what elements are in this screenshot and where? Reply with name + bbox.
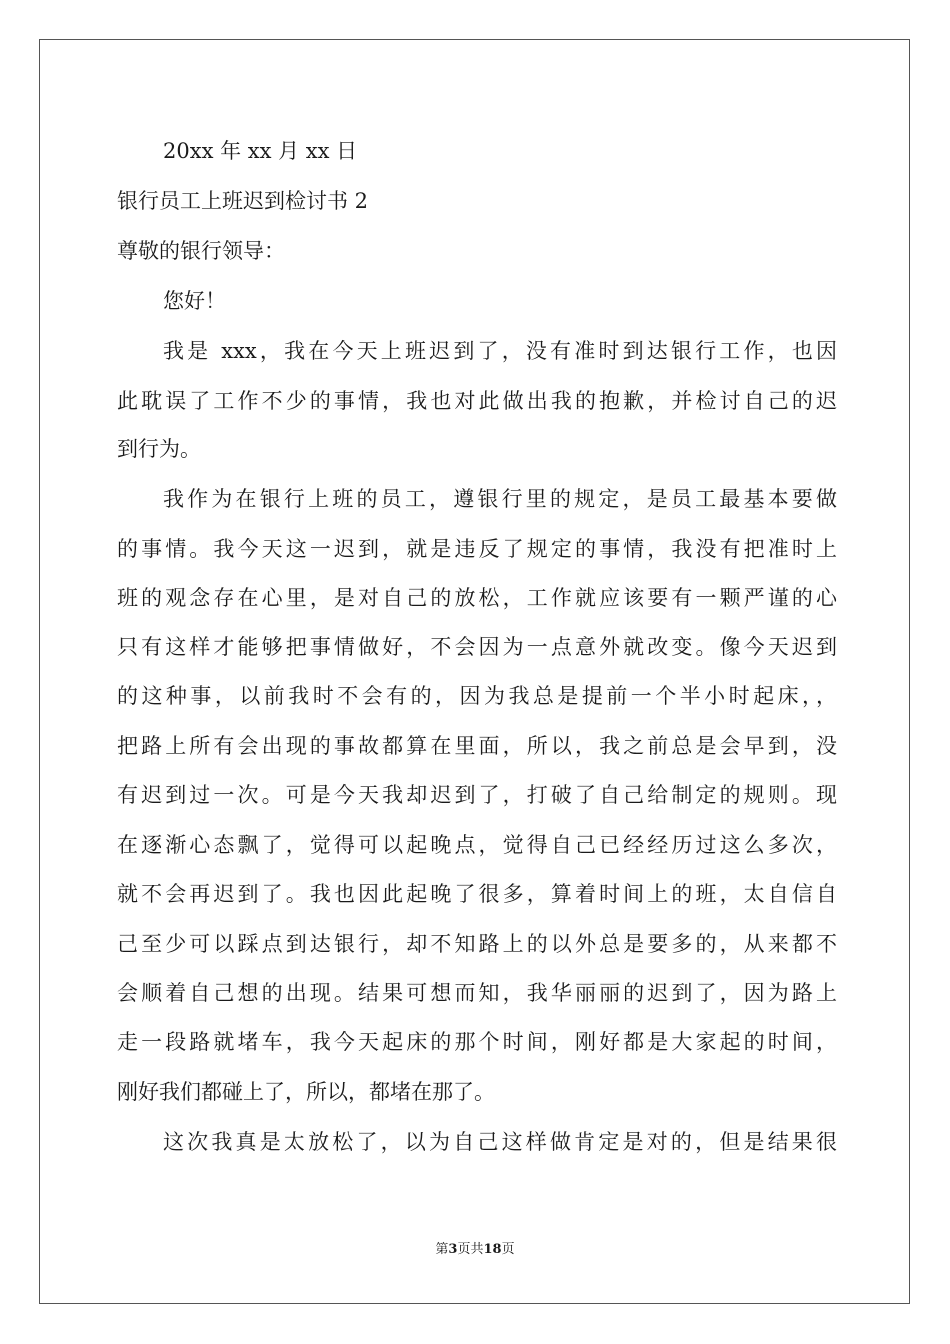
- paragraph1-line: 此耽误了工作不少的事情，我也对此做出我的抱歉，并检讨自己的迟: [117, 389, 837, 413]
- paragraph3-line: 这次我真是太放松了，以为自己这样做肯定是对的，但是结果很: [163, 1130, 837, 1154]
- paragraph2-line: 班的观念存在心里，是对自己的放松，工作就应该要有一颗严谨的心: [117, 586, 837, 610]
- date-line: 20xx 年 xx 月 xx 日: [163, 139, 358, 163]
- paragraph2-line: 的这种事，以前我时不会有的，因为我总是提前一个半小时起床，，: [117, 684, 837, 708]
- paragraph2-line: 就不会再迟到了。我也因此起晚了很多，算着时间上的班，太自信自: [117, 882, 837, 906]
- paragraph2-line: 刚好我们都碰上了，所以，都堵在那了。: [117, 1080, 495, 1104]
- paragraph1-line: 我是 xxx，我在今天上班迟到了，没有准时到达银行工作，也因: [163, 339, 837, 363]
- greeting: 您好！: [163, 289, 226, 313]
- paragraph2-line: 会顺着自己想的出现。结果可想而知，我华丽丽的迟到了，因为路上: [117, 981, 837, 1005]
- paragraph2-line: 的事情。我今天这一迟到，就是违反了规定的事情，我没有把准时上: [117, 537, 837, 561]
- paragraph2-line: 把路上所有会出现的事故都算在里面，所以，我之前总是会早到，没: [117, 734, 837, 758]
- page-border: [39, 39, 910, 1304]
- total-prefix: 共: [470, 1242, 484, 1257]
- paragraph2-line: 有迟到过一次。可是今天我却迟到了，打破了自己给制定的规则。现: [117, 783, 837, 807]
- page-suffix: 页: [457, 1242, 471, 1257]
- paragraph1-line: 到行为。: [117, 437, 201, 461]
- paragraph2-line: 在逐渐心态飘了，觉得可以起晚点，觉得自己已经经历过这么多次，: [117, 833, 837, 857]
- paragraph2-line: 只有这样才能够把事情做好，不会因为一点意外就改变。像今天迟到: [117, 635, 837, 659]
- document-title: 银行员工上班迟到检讨书 2: [117, 189, 369, 213]
- salutation: 尊敬的银行领导：: [117, 239, 285, 263]
- page-number: 3: [448, 1242, 458, 1257]
- total-suffix: 页: [501, 1242, 515, 1257]
- page-footer: [0, 1241, 950, 1259]
- total-pages: 18: [483, 1242, 502, 1257]
- paragraph2-line: 我作为在银行上班的员工，遵银行里的规定，是员工最基本要做: [163, 487, 837, 511]
- paragraph2-line: 走一段路就堵车，我今天起床的那个时间，刚好都是大家起的时间，: [117, 1030, 837, 1054]
- page-prefix: 第: [435, 1242, 449, 1257]
- paragraph2-line: 己至少可以踩点到达银行，却不知路上的以外总是要多的，从来都不: [117, 932, 837, 956]
